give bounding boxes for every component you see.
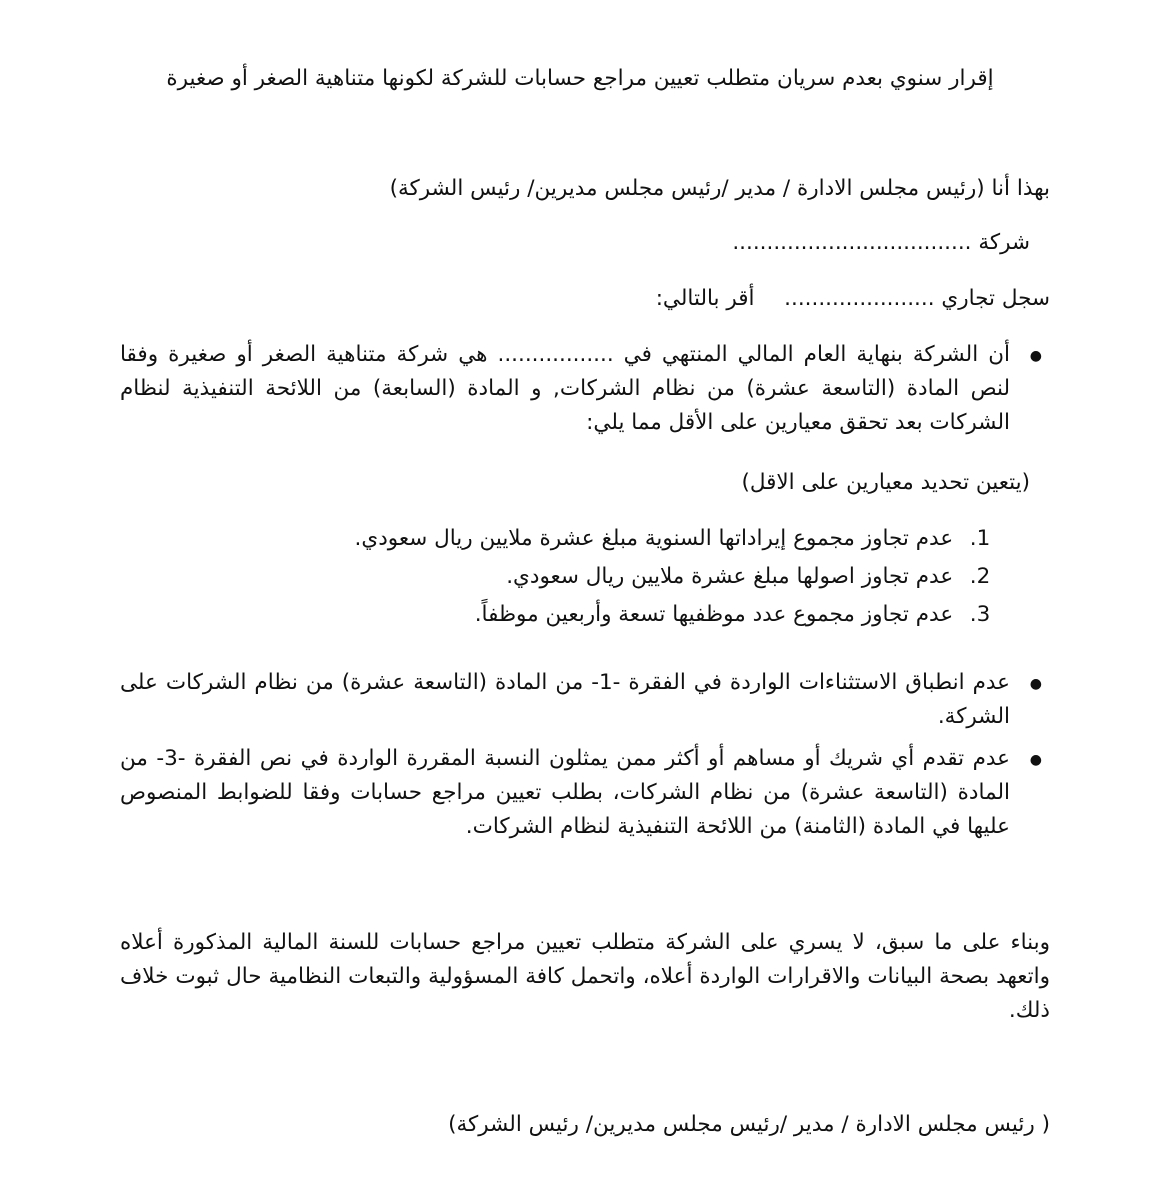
bullet-dot: ● — [1029, 752, 1042, 768]
commercial-register-label: سجل تجاري ...................... — [784, 286, 1050, 311]
intro-line: بهذا أنا (رئيس مجلس الادارة / مدير /رئيس مجلس مديرين/ رئيس الشركة) — [389, 176, 1050, 201]
bullet-3-text: عدم تقدم أي شريك أو مساهم أو أكثر ممن يمثلون النسبة المقررة الواردة في نص الفقرة -3- من المادة (التاسعة عشرة) من نظام الشركات، بطلب تعيين مراجع حسابات وفقا للضوابط المنصوص عليها في المادة (الثامنة) من اللائحة التنفيذية لنظام الشركات. — [120, 746, 1010, 839]
criteria-item — [300, 598, 1000, 632]
bullet-2-text: عدم انطباق الاستثناءات الواردة في الفقرة -1- من المادة (التاسعة عشرة) من نظام الشركات على الشركة. — [120, 670, 1010, 729]
criteria-item — [300, 522, 1000, 556]
company-name-line: شركة ................................... — [732, 230, 1030, 255]
criteria-number: 3. — [969, 602, 991, 627]
bullet-dot: ● — [1029, 676, 1042, 692]
closing-paragraph: وبناء على ما سبق، لا يسري على الشركة متطلب تعيين مراجع حسابات للسنة المالية المذكورة أعلاه واتعهد بصحة البيانات والاقرارات الواردة أعلاه، واتحمل كافة المسؤولية والتبعات النظامية حال ثبوت خلاف ذلك. — [120, 930, 1050, 1023]
criteria-item — [300, 560, 1000, 594]
bullet-dot: ● — [1029, 348, 1042, 364]
criteria-text: عدم تجاوز مجموع إيراداتها السنوية مبلغ عشرة ملايين ريال سعودي. — [354, 526, 954, 551]
criteria-text: عدم تجاوز اصولها مبلغ عشرة ملايين ريال سعودي. — [506, 564, 954, 589]
signature-line: ( رئيس مجلس الادارة / مدير /رئيس مجلس مديرين/ رئيس الشركة) — [448, 1112, 1050, 1137]
commercial-register-line — [120, 282, 1050, 316]
criteria-number: 1. — [969, 526, 991, 551]
criteria-text: عدم تجاوز مجموع عدد موظفيها تسعة وأربعين موظفاً. — [474, 602, 954, 627]
acknowledgement-label: أقر بالتالي: — [655, 286, 755, 311]
bullet-1-text: أن الشركة بنهاية العام المالي المنتهي في ................. هي شركة متناهية الصغر أو صغيرة وفقا لنص المادة (التاسعة عشرة) من نظام الشركات, و المادة (السابعة) من اللائحة التنفيذية لنظام الشركات بعد تحقق معيارين على الأقل مما يلي: — [120, 342, 1010, 435]
criteria-number: 2. — [969, 564, 991, 589]
document-title: إقرار سنوي بعدم سريان متطلب تعيين مراجع حسابات للشركة لكونها متناهية الصغر أو صغيرة — [166, 66, 994, 91]
criteria-note: (يتعين تحديد معيارين على الاقل) — [741, 470, 1030, 495]
